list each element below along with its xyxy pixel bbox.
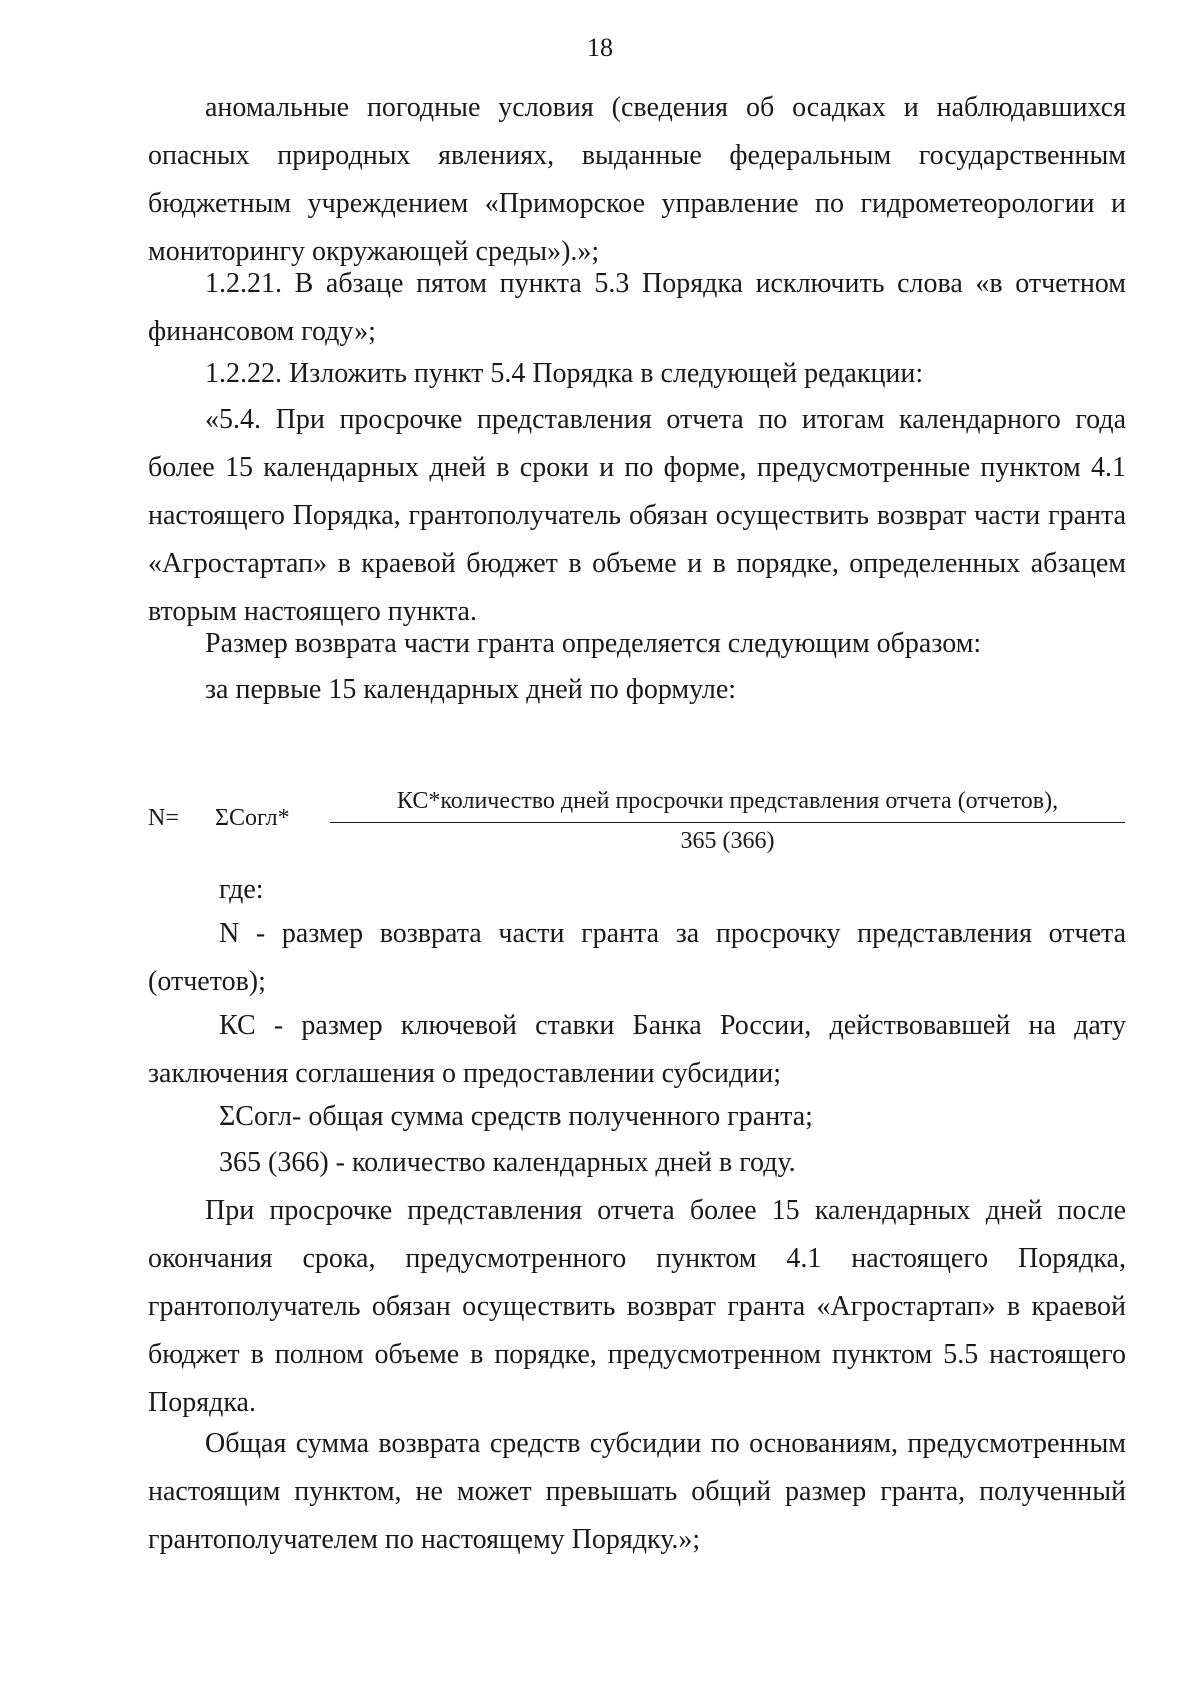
paragraph-definition-ks: КС - размер ключевой ставки Банка России, действовавшей на дату заключения соглашения о предоставлении субсидии; — [148, 1010, 1126, 1089]
paragraph-total-refund: Общая сумма возврата средств субсидии по основаниям, предусмотренным настоящим пунктом, не может превышать общий размер гранта, полученный грантополучателем по настоящему Порядку.»; — [148, 1428, 1126, 1555]
formula-numerator: КС*количество дней просрочки представления отчета (отчетов), — [396, 788, 1059, 814]
paragraph-definition-days: 365 (366) - количество календарных дней в году. — [219, 1147, 796, 1178]
paragraph-over-15-days: При просрочке представления отчета более 15 календарных дней после окончания срока, предусмотренного пунктом 4.1 настоящего Порядка, грантополучатель обязан осуществить возврат гранта «Агростартап» в краевой бюджет в полном объеме в порядке, предусмотренном пунктом 5.5 настоящего Порядка. — [148, 1195, 1126, 1418]
paragraph-first-15-days: за первые 15 календарных дней по формуле: — [205, 674, 737, 705]
paragraph-1-2-22: 1.2.22. Изложить пункт 5.4 Порядка в следующей редакции: — [205, 358, 924, 389]
paragraph-definition-sum: ΣСогл- общая сумма средств полученного гранта; — [219, 1101, 813, 1132]
formula-fraction-bar — [330, 822, 1125, 823]
formula-denominator: 365 (366) — [680, 828, 775, 854]
paragraph-refund-size: Размер возврата части гранта определяется следующим образом: — [205, 628, 982, 659]
paragraph-5-4: «5.4. При просрочке представления отчета по итогам календарного года более 15 календарных дней в сроки и по форме, предусмотренные пунктом 4.1 настоящего Порядка, грантополучатель обязан осуществить возврат части гранта «Агростартап» в краевой бюджет в объеме и в порядке, определенных абзацем вторым настоящего пункта. — [148, 404, 1126, 627]
paragraph-where: где: — [219, 874, 264, 905]
paragraph-definition-n: N - размер возврата части гранта за просрочку представления отчета (отчетов); — [148, 918, 1126, 997]
paragraph-1-2-21: 1.2.21. В абзаце пятом пункта 5.3 Порядка исключить слова «в отчетном финансовом году»; — [148, 268, 1126, 347]
formula-lhs: N= — [148, 805, 179, 831]
formula-factor: ΣСогл* — [215, 805, 290, 831]
page-number: 18 — [587, 33, 613, 62]
paragraph-weather-conditions: аномальные погодные условия (сведения об осадках и наблюдавшихся опасных природных явлениях, выданные федеральным государственным бюджетным учреждением «Приморское управление по гидрометеорологии и мониторингу окружающей среды»).»; — [148, 92, 1126, 267]
